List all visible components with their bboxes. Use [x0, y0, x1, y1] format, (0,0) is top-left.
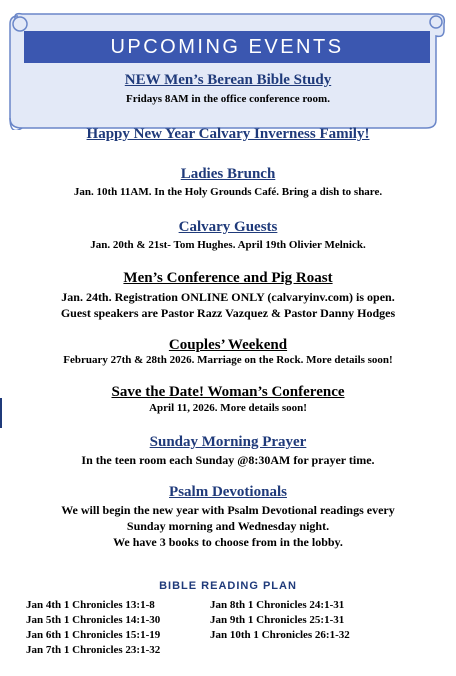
mens-conference-title: Men’s Conference and Pig Roast: [123, 270, 333, 286]
psalm-devotionals-title: Psalm Devotionals: [169, 484, 287, 500]
couples-weekend-title: Couples’ Weekend: [168, 337, 288, 353]
mens-conference-line2: Guest speakers are Pastor Razz Vazquez & Pastor Danny Hodges: [60, 306, 396, 320]
couples-weekend-text: February 27th & 28th 2026. Marriage on the Rock. More details soon!: [63, 354, 393, 366]
scroll-banner-graphic: [6, 10, 446, 130]
greeting-heading: Happy New Year Calvary Inverness Family!: [86, 126, 370, 142]
reading-plan-item: Jan 10th 1 Chronicles 26:1-32: [210, 629, 350, 641]
ladies-brunch-title: Ladies Brunch: [180, 166, 276, 182]
calvary-guests-title: Calvary Guests: [178, 219, 278, 235]
womans-conference-text: April 11, 2026. More details soon!: [149, 402, 307, 414]
reading-plan-left-column: [26, 598, 160, 658]
berean-text: Fridays 8AM in the office conference room.: [126, 93, 330, 105]
reading-plan-item: Jan 6th 1 Chronicles 15:1-19: [26, 629, 161, 641]
reading-plan-item: Jan 7th 1 Chronicles 23:1-32: [26, 644, 161, 656]
berean-title: NEW Men’s Berean Bible Study: [124, 72, 332, 88]
reading-plan-item: Jan 4th 1 Chronicles 13:1-8: [26, 599, 155, 611]
reading-plan-item: Jan 5th 1 Chronicles 14:1-30: [26, 614, 161, 626]
upcoming-events-banner: UPCOMING EVENTS: [24, 31, 430, 63]
reading-plan-right-column: [210, 598, 350, 643]
ladies-brunch-text: Jan. 10th 11AM. In the Holy Grounds Café. Bring a dish to share.: [73, 186, 383, 198]
sunday-prayer-title: Sunday Morning Prayer: [149, 434, 307, 450]
sunday-prayer-text: In the teen room each Sunday @8:30AM for prayer time.: [81, 453, 375, 467]
psalm-devotionals-line1: We will begin the new year with Psalm Devotional readings every: [61, 503, 395, 517]
psalm-devotionals-line2: Sunday morning and Wednesday night.: [126, 519, 330, 533]
psalm-devotionals-line3: We have 3 books to choose from in the lobby.: [113, 535, 343, 549]
bible-reading-plan-title: BIBLE READING PLAN: [159, 580, 297, 592]
reading-plan-item: Jan 8th 1 Chronicles 24:1-31: [210, 599, 345, 611]
womans-conference-title: Save the Date! Woman’s Conference: [111, 384, 345, 400]
reading-plan-item: Jan 9th 1 Chronicles 25:1-31: [210, 614, 345, 626]
calvary-guests-text: Jan. 20th & 21st- Tom Hughes. April 19th Olivier Melnick.: [90, 239, 366, 251]
mens-conference-line1: Jan. 24th. Registration ONLINE ONLY (calvaryinv.com) is open.: [61, 290, 395, 304]
